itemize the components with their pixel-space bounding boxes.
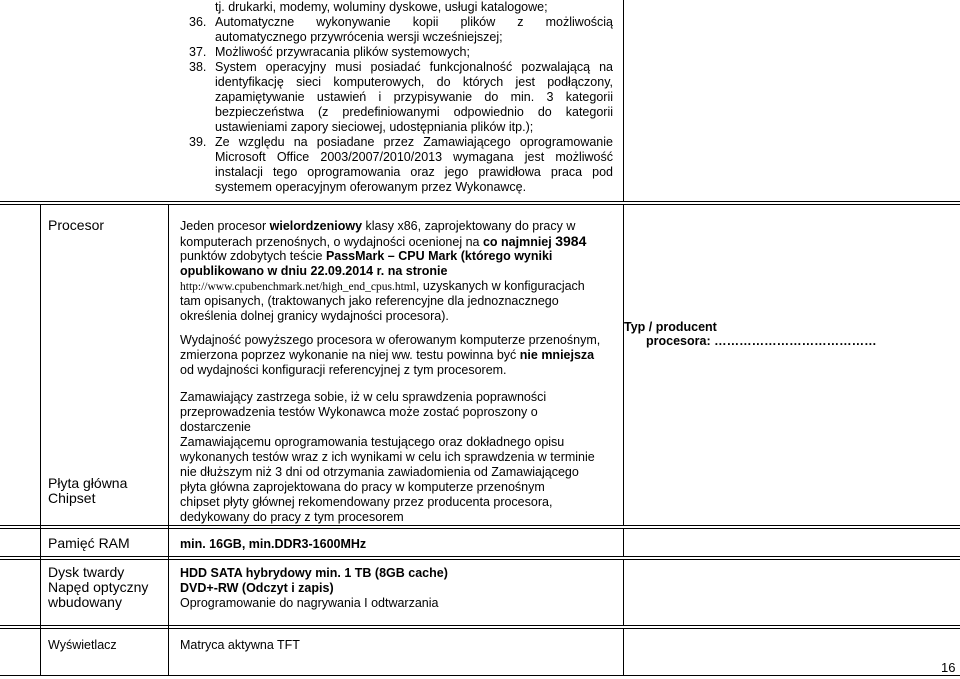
procesor-line9: zmierzona poprzez wykonanie na niej ww. testu powinna być nie mniejsza — [180, 348, 595, 362]
label-naped: Napęd optyczny — [48, 579, 149, 595]
column-divider — [623, 205, 624, 525]
column-divider — [40, 205, 41, 675]
row-separator — [0, 556, 960, 560]
dysk-line3: Oprogramowanie do nagrywania I odtwarzania — [180, 596, 439, 610]
row-separator — [0, 625, 960, 629]
label-plyta-glowna: Płyta główna — [48, 475, 128, 491]
plyta-line2: chipset płyty głównej rekomendowany przez producenta procesora, — [180, 495, 553, 509]
procesor-line5: http://www.cpubenchmark.net/high_end_cpus.html, uzyskanych w konfiguracjach — [180, 279, 585, 293]
item39-number: 39. — [189, 135, 207, 149]
procesor-line16: nie dłuższym niż 3 dni od otrzymania zawiadomienia od Zamawiającego — [180, 465, 579, 479]
procesor-line12: przeprowadzenia testów Wykonawca może zostać poproszony o — [180, 405, 538, 419]
procesor-line7: określenia dolnej granicy wydajności procesora). — [180, 309, 449, 323]
plyta-line1: płyta główna zaprojektowana do pracy w komputerze przenośnym — [180, 480, 545, 494]
ram-value: min. 16GB, min.DDR3-1600MHz — [180, 537, 367, 551]
row-separator — [0, 201, 960, 205]
row-separator — [0, 525, 960, 529]
column-divider — [623, 529, 624, 556]
procesor-line3: punktów zdobytych teście PassMark – CPU Mark (którego wyniki — [180, 249, 553, 263]
item35-tail: tj. drukarki, modemy, woluminy dyskowe, usługi katalogowe; — [215, 0, 548, 14]
procesor-line11: Zamawiający zastrzega sobie, iż w celu sprawdzenia poprawności — [180, 390, 547, 404]
procesor-line8: Wydajność powyższego procesora w oferowanym komputerze przenośnym, — [180, 333, 601, 347]
item39-line2: Microsoft Office 2003/2007/2010/2013 wymagana jest możliwość — [215, 150, 613, 164]
procesor-line6: tam opisanych, (traktowanych jako referencyjne dla jednoznacznego — [180, 294, 559, 308]
dysk-line1: HDD SATA hybrydowy min. 1 TB (8GB cache) — [180, 566, 448, 580]
item38-line2: identyfikację sieci komputerowych, do których jest podłączony, — [215, 75, 613, 89]
plyta-line3: dedykowany do pracy z tym procesorem — [180, 510, 404, 524]
item36-number: 36. — [189, 15, 207, 29]
item39-line3: instalacji tego oprogramowania oraz jego prawidłowa praca pod — [215, 165, 613, 179]
table-bottom-border — [0, 675, 960, 676]
type-producer-label: Typ / producent — [624, 320, 717, 334]
item38-number: 38. — [189, 60, 207, 74]
column-divider-top — [623, 0, 624, 201]
item38-line4: bezpieczeństwa (z predefiniowanymi odpowiednio do kategorii — [215, 105, 613, 119]
procesor-line4: opublikowano w dniu 22.09.2014 r. na stronie — [180, 264, 448, 278]
item39-line4: systemem operacyjnym oferowanym przez Wykonawcę. — [215, 180, 527, 194]
dysk-line2: DVD+-RW (Odczyt i zapis) — [180, 581, 334, 595]
column-divider — [623, 629, 624, 675]
item36-line2: automatycznego przywrócenia wersji wcześniejszej; — [215, 30, 503, 44]
wyswietlacz-value: Matryca aktywna TFT — [180, 638, 300, 652]
procesor-line10: od wydajności konfiguracji referencyjnej z tym procesorem. — [180, 363, 507, 377]
item38-line3: zapamiętywanie ustawień i przypisywanie do min. 3 kategorii — [215, 90, 613, 104]
procesor-line14: Zamawiającemu oprogramowania testującego oraz dokładnego opisu — [180, 435, 565, 449]
cpubenchmark-link[interactable]: http://www.cpubenchmark.net/high_end_cpus.html — [180, 281, 416, 293]
label-chipset: Chipset — [48, 490, 96, 506]
label-ram: Pamięć RAM — [48, 535, 130, 551]
label-procesor: Procesor — [48, 217, 105, 233]
procesor-line2: komputerach przenośnych, o wydajności ocenionej na co najmniej 3984 — [180, 233, 587, 249]
procesor-line1: Jeden procesor wielordzeniowy klasy x86, zaprojektowany do pracy w — [180, 219, 576, 233]
item37-number: 37. — [189, 45, 207, 59]
label-dysk: Dysk twardy — [48, 564, 125, 580]
column-divider — [623, 560, 624, 625]
column-divider — [168, 205, 169, 675]
label-wbudowany: wbudowany — [48, 594, 122, 610]
item36-line1: Automatyczne wykonywanie kopii plików z możliwością — [215, 15, 613, 29]
item37-line: Możliwość przywracania plików systemowych; — [215, 45, 470, 59]
item38-line5: ustawieniami zapory sieciowej, udostępniania plików itp.); — [215, 120, 534, 134]
label-wyswietlacz: Wyświetlacz — [48, 638, 117, 652]
item38-line1: System operacyjny musi posiadać funkcjonalność pozwalającą na — [215, 60, 613, 74]
page-number: 16 — [941, 660, 956, 675]
procesor-line15: wykonanych testów wraz z ich wynikami w celu ich sprawdzenia w terminie — [180, 450, 595, 464]
procesor-line13: dostarczenie — [180, 420, 251, 434]
type-producer-field: procesora: ………………………………… — [646, 334, 877, 348]
item39-line1: Ze względu na posiadane przez Zamawiającego oprogramowanie — [215, 135, 613, 149]
